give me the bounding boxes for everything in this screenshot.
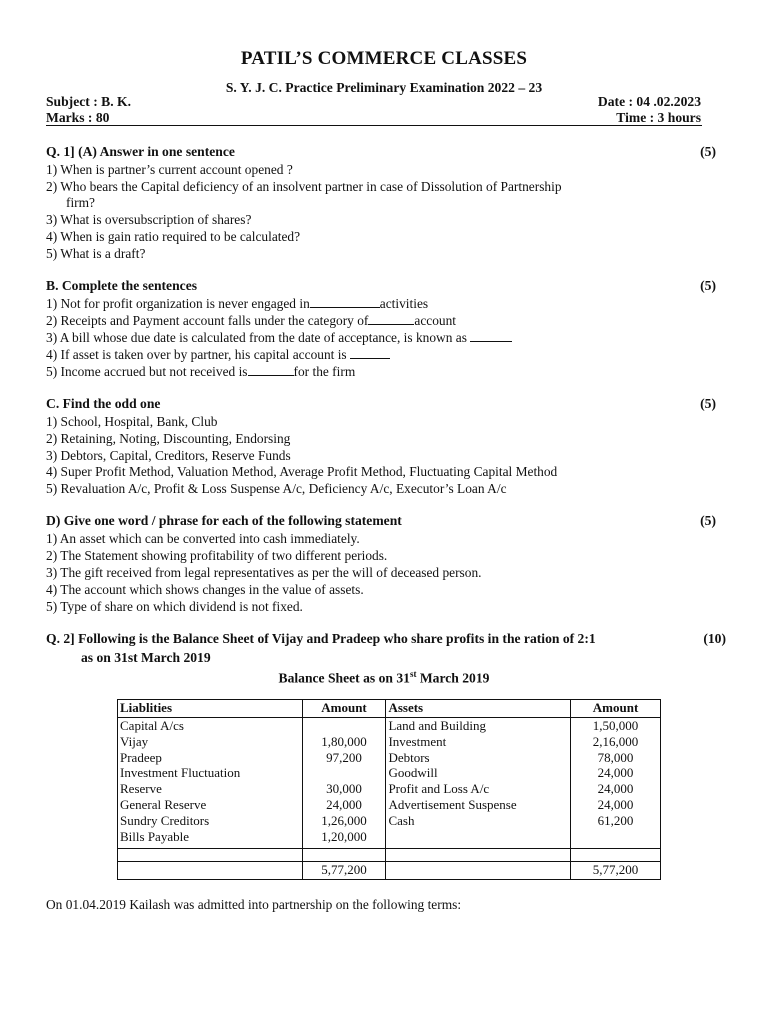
q1b-item-text: 2) Receipts and Payment account falls under the category of — [46, 313, 369, 328]
asset-item: Advertisement Suspense — [388, 796, 517, 812]
asset-item: Cash — [388, 812, 415, 828]
q1d-item: 3) The gift received from legal representatives as per the will of deceased person. — [46, 565, 482, 580]
liability-item: Capital A/cs — [120, 718, 184, 733]
fill-blank — [248, 364, 294, 376]
q2-footer-text: On 01.04.2019 Kailash was admitted into partnership on the following terms: — [46, 897, 462, 912]
q1d-marks: (5) — [700, 513, 716, 528]
date-label: Date : 04 .02.2023 — [597, 94, 701, 109]
q1d-item: 5) Type of share on which dividend is not fixed. — [46, 599, 303, 614]
liabilities-cell — [118, 718, 303, 849]
meta-row-2 — [46, 110, 701, 126]
liability-amounts-cell — [302, 718, 386, 849]
spacer-cell — [386, 849, 571, 862]
col-header-amount: Amount — [302, 700, 386, 718]
q1a-marks: (5) — [700, 144, 716, 159]
bs-title-text: Balance Sheet as on 31 — [278, 670, 410, 686]
liability-item: General Reserve — [120, 796, 207, 812]
total-label-cell — [386, 862, 571, 880]
q1b-item-text-after: account — [414, 313, 457, 328]
subject-label: Subject : B. K. — [46, 94, 131, 109]
q1b-item-text-after: for the firm — [293, 364, 356, 379]
q2-marks: (10) — [703, 631, 726, 646]
institute-title: PATIL’S COMMERCE CLASSES — [240, 48, 528, 69]
bs-title-sup: st — [409, 669, 417, 679]
q1a-item: 5) What is a draft? — [46, 246, 146, 261]
liability-amount: 24,000 — [326, 796, 362, 812]
spacer-cell — [302, 849, 386, 862]
liability-item: Vijay — [120, 733, 149, 749]
liability-amount: 97,200 — [326, 749, 362, 765]
meta-row-1 — [46, 94, 701, 110]
fill-blank — [368, 313, 414, 325]
asset-amount: 1,50,000 — [592, 718, 639, 733]
liability-amount — [305, 765, 384, 781]
total-liabilities: 5,77,200 — [302, 862, 386, 880]
q1d-item: 4) The account which shows changes in the value of assets. — [46, 582, 364, 597]
q1a-item: 4) When is gain ratio required to be calculated? — [46, 229, 301, 244]
liability-item: Investment Fluctuation — [120, 765, 241, 781]
liability-item: Bills Payable — [120, 828, 189, 844]
header-divider — [46, 125, 702, 126]
q1b-item-text: 4) If asset is taken over by partner, his capital account is — [46, 347, 350, 362]
q1b-item — [46, 329, 726, 346]
asset-item: Land and Building — [388, 718, 486, 733]
q1b-heading-row — [46, 278, 716, 294]
total-label-cell — [118, 862, 303, 880]
q2-heading — [46, 631, 726, 647]
exam-subtitle: S. Y. J. C. Practice Preliminary Examination 2022 – 23 — [225, 80, 543, 95]
fill-blank — [350, 347, 390, 359]
asset-amount: 2,16,000 — [592, 733, 639, 749]
q1b-item — [46, 346, 726, 363]
liability-amount: 1,20,000 — [321, 828, 367, 844]
asset-amount: 24,000 — [597, 781, 634, 797]
q1a-item: 3) What is oversubscription of shares? — [46, 212, 252, 227]
q1c-item: 4) Super Profit Method, Valuation Method, Average Profit Method, Fluctuating Capital Method — [46, 464, 558, 479]
liability-item: Reserve — [120, 781, 162, 797]
table-spacer-row — [118, 849, 661, 862]
q1c-item: 3) Debtors, Capital, Creditors, Reserve Funds — [46, 448, 291, 463]
q1a-heading-row — [46, 144, 716, 160]
q2-heading-line2: as on 31st March 2019 — [81, 650, 211, 665]
q1a-item-continuation: firm? — [66, 195, 95, 210]
table-header-row — [118, 700, 661, 718]
q1a-heading: Q. 1] (A) Answer in one sentence — [46, 144, 235, 159]
balance-sheet-table — [117, 699, 661, 880]
q1d-item: 1) An asset which can be converted into cash immediately. — [46, 531, 360, 546]
q1c-heading-row — [46, 396, 716, 412]
q1c-item: 2) Retaining, Noting, Discounting, Endorsing — [46, 431, 291, 446]
liability-item: Pradeep — [120, 749, 162, 765]
q1d-item: 2) The Statement showing profitability of two different periods. — [46, 548, 388, 563]
q1c-marks: (5) — [700, 396, 716, 411]
q1b-item-text: 5) Income accrued but not received is — [46, 364, 248, 379]
liability-amount — [305, 718, 384, 734]
asset-amount: 24,000 — [597, 796, 634, 812]
liability-item: Sundry Creditors — [120, 812, 210, 828]
q1c-heading: C. Find the odd one — [46, 396, 161, 411]
table-total-row — [118, 862, 661, 880]
time-label: Time : 3 hours — [616, 110, 701, 125]
q1b-heading: B. Complete the sentences — [46, 278, 198, 293]
col-header-liabilities: Liablities — [118, 700, 303, 718]
q1b-item-text: 1) Not for profit organization is never engaged in — [46, 296, 310, 311]
q1b-item — [46, 295, 726, 312]
q1d-heading-row — [46, 513, 716, 529]
total-assets: 5,77,200 — [571, 862, 661, 880]
asset-amount: 24,000 — [597, 765, 634, 781]
q1c-item: 5) Revaluation A/c, Profit & Loss Suspense A/c, Deficiency A/c, Executor’s Loan A/c — [46, 481, 507, 496]
spacer-cell — [571, 849, 661, 862]
liability-amount: 30,000 — [326, 781, 362, 797]
table-body-row — [118, 718, 661, 849]
q1b-marks: (5) — [700, 278, 716, 293]
q1d-heading: D) Give one word / phrase for each of the following statement — [46, 513, 402, 528]
asset-amount: 78,000 — [597, 749, 634, 765]
q1b-item — [46, 363, 726, 380]
asset-item: Profit and Loss A/c — [388, 781, 490, 797]
q2-heading-line1: Q. 2] Following is the Balance Sheet of Vijay and Pradeep who share profits in the ration of 2:1 — [46, 631, 596, 646]
asset-amounts-cell — [571, 718, 661, 849]
balance-sheet-title — [0, 669, 768, 687]
col-header-assets: Assets — [386, 700, 571, 718]
asset-item: Debtors — [388, 749, 430, 765]
asset-item: Goodwill — [388, 765, 438, 781]
q1b-item-text-after: activities — [379, 296, 429, 311]
fill-blank — [310, 296, 380, 308]
q1c-item: 1) School, Hospital, Bank, Club — [46, 414, 218, 429]
q1b-item — [46, 312, 726, 329]
asset-amount: 61,200 — [597, 812, 634, 828]
q1b-item-text: 3) A bill whose due date is calculated from the date of acceptance, is known as — [46, 330, 471, 345]
liability-amount: 1,26,000 — [321, 812, 367, 828]
assets-cell — [386, 718, 571, 849]
q1a-item: 2) Who bears the Capital deficiency of an insolvent partner in case of Dissolution of Partnership — [46, 179, 562, 194]
bs-title-text-after: March 2019 — [416, 670, 490, 686]
spacer-cell — [118, 849, 303, 862]
marks-label: Marks : 80 — [46, 110, 110, 125]
asset-item: Investment — [388, 733, 447, 749]
liability-amount: 1,80,000 — [321, 733, 367, 749]
col-header-amount: Amount — [571, 700, 661, 718]
q1a-item: 1) When is partner’s current account opened ? — [46, 162, 293, 177]
fill-blank — [470, 330, 512, 342]
